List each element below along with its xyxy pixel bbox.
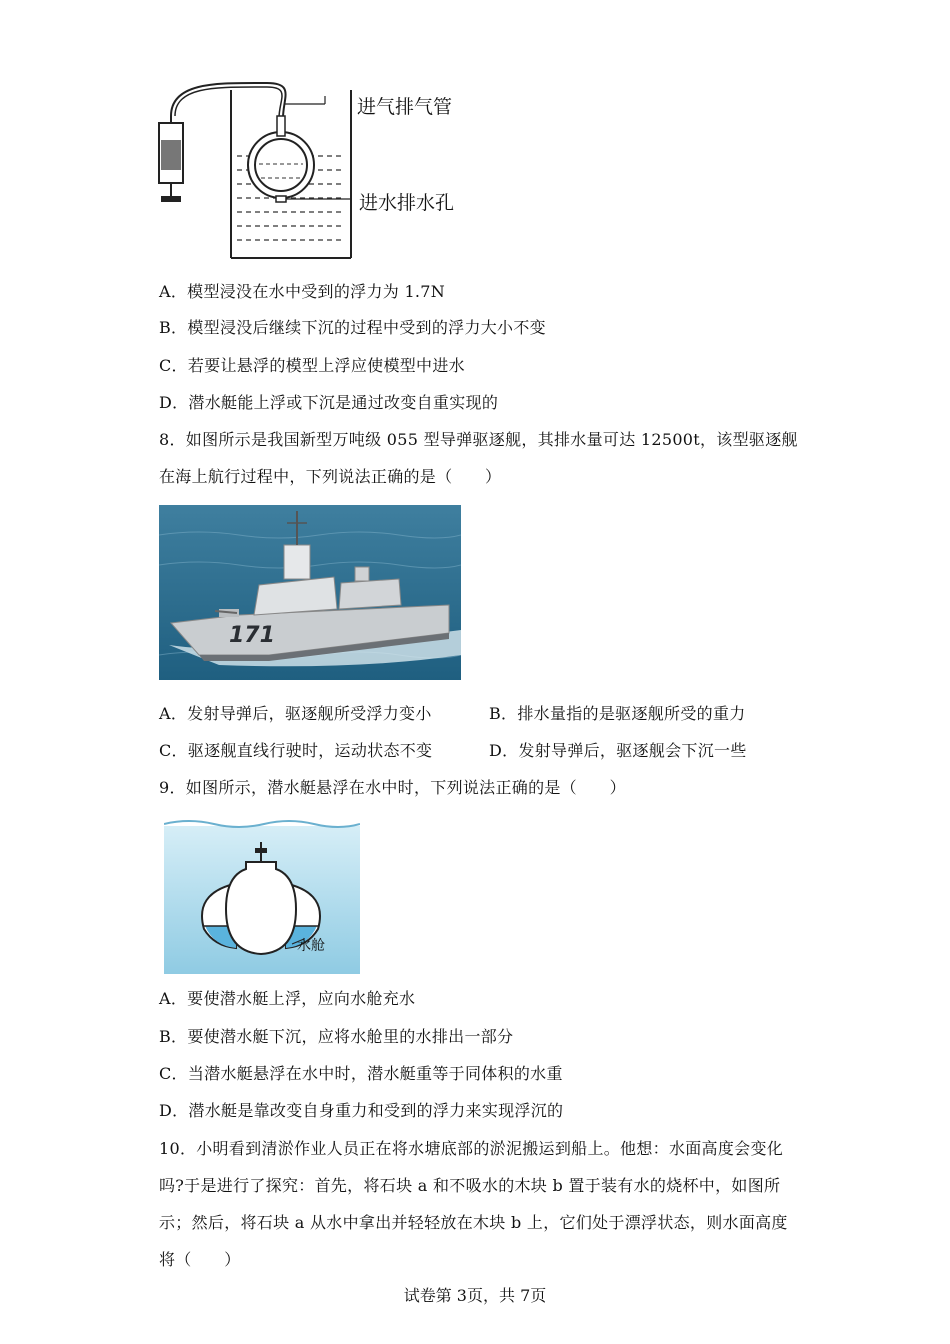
ship-hull-number: 171 — [229, 623, 275, 648]
syringe-fill — [161, 140, 181, 170]
label-water-hole: 进水排水孔 — [359, 192, 455, 214]
q9-stem-line1: 9．如图所示，潜水艇悬浮在水中时，下列说法正确的是（ ） — [159, 778, 626, 797]
submarine-hull — [226, 862, 296, 954]
label-water-tank: 水舱 — [297, 938, 325, 954]
q8-option-a: A．发射导弹后，驱逐舰所受浮力变小 — [159, 704, 432, 723]
q8-option-b: B．排水量指的是驱逐舰所受的重力 — [489, 704, 746, 723]
figure-model-submarine — [155, 78, 485, 268]
q9-option-d: D．潜水艇是靠改变自身重力和受到的浮力来实现浮沉的 — [159, 1101, 564, 1120]
syringe-plunger — [161, 196, 181, 202]
q10-stem-line3: 示；然后，将石块 a 从水中拿出并轻轻放在木块 b 上，它们处于漂浮状态，则水面高度 — [159, 1213, 788, 1232]
q7-option-c: C．若要让悬浮的模型上浮应使模型中进水 — [159, 356, 465, 375]
q10-stem-line2: 吗?于是进行了探究：首先，将石块 a 和不吸水的木块 b 置于装有水的烧杯中，如图所 — [159, 1176, 781, 1195]
q7-option-b: B．模型浸没后继续下沉的过程中受到的浮力大小不变 — [159, 318, 546, 337]
q9-option-b: B．要使潜水艇下沉，应将水舱里的水排出一部分 — [159, 1027, 514, 1046]
destroyer-illustration — [159, 505, 461, 680]
q8-stem-line1: 8．如图所示是我国新型万吨级 055 型导弹驱逐舰，其排水量可达 12500t，该型驱逐舰 — [159, 430, 798, 449]
submarine-diagram — [164, 814, 360, 974]
q8-option-c: C．驱逐舰直线行驶时，运动状态不变 — [159, 741, 433, 760]
q7-option-a: A．模型浸没在水中受到的浮力为 1.7N — [159, 282, 446, 301]
figure-submarine — [164, 814, 360, 974]
q9-option-a: A．要使潜水艇上浮，应向水舱充水 — [159, 989, 416, 1008]
q8-option-d: D．发射导弹后，驱逐舰会下沉一些 — [489, 741, 747, 760]
q8-stem-line2: 在海上航行过程中，下列说法正确的是（ ） — [159, 467, 502, 486]
q9-option-c: C．当潜水艇悬浮在水中时，潜水艇重等于同体积的水重 — [159, 1064, 563, 1083]
figure-destroyer-photo — [159, 505, 461, 680]
label-air-tube: 进气排气管 — [357, 96, 453, 118]
q7-option-d: D．潜水艇能上浮或下沉是通过改变自重实现的 — [159, 393, 499, 412]
q10-stem-line1: 10．小明看到清淤作业人员正在将水塘底部的淤泥搬运到船上。他想：水面高度会变化 — [159, 1139, 784, 1158]
q10-stem-line4: 将（ ） — [159, 1250, 241, 1269]
page-footer: 试卷第 3页，共 7页 — [403, 1286, 547, 1305]
